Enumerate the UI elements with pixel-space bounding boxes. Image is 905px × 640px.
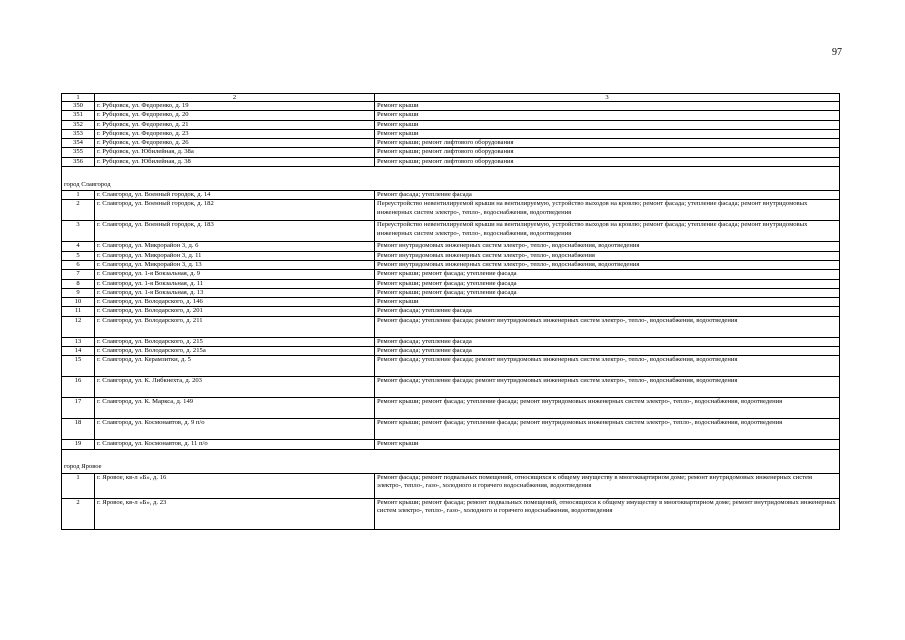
repair-table-body (62, 94, 840, 530)
work-type-cell: Ремонт фасада; утепление фасада (375, 337, 840, 346)
table-row (62, 221, 840, 242)
table-row (62, 102, 840, 111)
city-heading-row (62, 449, 840, 473)
address-cell: г. Славгород, ул. 1-я Вокзальная, д. 13 (95, 288, 375, 297)
address-cell: г. Славгород, ул. Военный городок, д. 14 (95, 191, 375, 200)
work-type-cell: Ремонт внутридомовых инженерных систем электро-, тепло-, водоснабжения (375, 251, 840, 260)
address-cell: г. Рубцовск, ул. Федоренко, д. 23 (95, 129, 375, 138)
table-row (62, 377, 840, 398)
column-number-2: 2 (95, 94, 375, 102)
column-number-3: 3 (375, 94, 840, 102)
work-type-cell: Ремонт крыши; ремонт фасада; утепление фасада; ремонт внутридомовых инженерных систем электро-, тепло-, водоснабжения, водоотведения (375, 419, 840, 440)
row-number-cell: 14 (62, 347, 95, 356)
address-cell: г. Рубцовск, ул. Федоренко, д. 20 (95, 111, 375, 120)
table-row (62, 251, 840, 260)
table-row (62, 473, 840, 498)
row-number-cell: 17 (62, 398, 95, 419)
table-row (62, 191, 840, 200)
address-cell: г. Славгород, ул. Космонавтов, д. 11 п/о (95, 440, 375, 449)
address-cell: г. Славгород, ул. Володарского, д. 211 (95, 316, 375, 337)
table-row (62, 148, 840, 157)
work-type-cell: Ремонт крыши (375, 120, 840, 129)
table-row (62, 398, 840, 419)
row-number-cell: 353 (62, 129, 95, 138)
work-type-cell: Ремонт фасада; утепление фасада; ремонт внутридомовых инженерных систем электро-, тепло-, водоснабжения, водоотведения (375, 377, 840, 398)
work-type-cell: Ремонт крыши; ремонт лифтового оборудования (375, 157, 840, 166)
work-type-cell: Ремонт крыши; ремонт фасада; утепление фасада (375, 288, 840, 297)
address-cell: г. Славгород, ул. 1-я Вокзальная, д. 11 (95, 279, 375, 288)
row-number-cell: 351 (62, 111, 95, 120)
row-number-cell: 6 (62, 260, 95, 269)
address-cell: г. Славгород, ул. Военный городок, д. 183 (95, 221, 375, 242)
address-cell: г. Славгород, ул. Володарского, д. 215а (95, 347, 375, 356)
work-type-cell: Ремонт внутридомовых инженерных систем электро-, тепло-, водоснабжения, водоотведения (375, 242, 840, 251)
address-cell: г. Славгород, ул. Микрорайон 3, д. 11 (95, 251, 375, 260)
address-cell: г. Славгород, ул. Военный городок, д. 182 (95, 200, 375, 221)
address-cell: г. Славгород, ул. Володарского, д. 146 (95, 298, 375, 307)
row-number-cell: 16 (62, 377, 95, 398)
work-type-cell: Ремонт крыши (375, 111, 840, 120)
address-cell: г. Славгород, ул. Володарского, д. 215 (95, 337, 375, 346)
table-row (62, 307, 840, 316)
row-number-cell: 10 (62, 298, 95, 307)
work-type-cell: Ремонт крыши; ремонт фасада; ремонт подвальных помещений, относящихся к общему имуществу в многоквартирном доме; ремонт внутридомовых инженерных систем электро-, тепло-, газо-, холодного и горячего водоснабжения, водоотведения (375, 498, 840, 529)
address-cell: г. Рубцовск, ул. Федоренко, д. 26 (95, 139, 375, 148)
address-cell: г. Яровое, кв-л «Б», д. 16 (95, 473, 375, 498)
table-row (62, 316, 840, 337)
table-row (62, 270, 840, 279)
table-row (62, 139, 840, 148)
work-type-cell: Ремонт крыши; ремонт лифтового оборудования (375, 139, 840, 148)
row-number-cell: 8 (62, 279, 95, 288)
work-type-cell: Ремонт фасада; утепление фасада; ремонт внутридомовых инженерных систем электро-, тепло-, водоснабжения, водоотведения (375, 356, 840, 377)
row-number-cell: 1 (62, 473, 95, 498)
column-number-row (62, 94, 840, 102)
row-number-cell: 356 (62, 157, 95, 166)
row-number-cell: 9 (62, 288, 95, 297)
address-cell: г. Славгород, ул. Володарского, д. 201 (95, 307, 375, 316)
work-type-cell: Ремонт фасада; утепление фасада; ремонт внутридомовых инженерных систем электро-, тепло-, водоснабжения, водоотведения (375, 316, 840, 337)
city-heading-row (62, 167, 840, 191)
repair-table (61, 93, 840, 530)
table-row (62, 356, 840, 377)
work-type-cell: Ремонт фасада; утепление фасада (375, 347, 840, 356)
address-cell: г. Славгород, ул. Керамзитки, д. 5 (95, 356, 375, 377)
address-cell: г. Славгород, ул. 1-я Вокзальная, д. 9 (95, 270, 375, 279)
table-row (62, 288, 840, 297)
table-row (62, 120, 840, 129)
city-heading: город Славгород (62, 167, 840, 191)
row-number-cell: 3 (62, 221, 95, 242)
page-number: 97 (832, 47, 842, 58)
table-row (62, 298, 840, 307)
work-type-cell: Переустройство невентилируемой крыши на вентилируемую, устройство выходов на кровлю; ремонт фасада; утепление фасада; ремонт внутридомовых инженерных систем электро-, тепло-, водоснабжения, водоотведения (375, 200, 840, 221)
table-row (62, 200, 840, 221)
table-row (62, 440, 840, 449)
address-cell: г. Славгород, ул. Космонавтов, д. 9 п/о (95, 419, 375, 440)
work-type-cell: Ремонт фасада; утепление фасада (375, 191, 840, 200)
address-cell: г. Славгород, ул. Микрорайон 3, д. 13 (95, 260, 375, 269)
table-row (62, 347, 840, 356)
row-number-cell: 11 (62, 307, 95, 316)
work-type-cell: Ремонт крыши (375, 102, 840, 111)
table-row (62, 111, 840, 120)
row-number-cell: 13 (62, 337, 95, 346)
row-number-cell: 12 (62, 316, 95, 337)
row-number-cell: 352 (62, 120, 95, 129)
address-cell: г. Славгород, ул. К. Либкнехта, д. 203 (95, 377, 375, 398)
row-number-cell: 19 (62, 440, 95, 449)
table-row (62, 419, 840, 440)
address-cell: г. Яровое, кв-л «Б», д. 23 (95, 498, 375, 529)
work-type-cell: Ремонт крыши (375, 440, 840, 449)
work-type-cell: Ремонт крыши; ремонт фасада; утепление фасада (375, 279, 840, 288)
address-cell: г. Рубцовск, ул. Федоренко, д. 21 (95, 120, 375, 129)
address-cell: г. Славгород, ул. К. Маркса, д. 149 (95, 398, 375, 419)
work-type-cell: Ремонт крыши (375, 129, 840, 138)
row-number-cell: 4 (62, 242, 95, 251)
row-number-cell: 7 (62, 270, 95, 279)
table-row (62, 498, 840, 529)
table-row (62, 157, 840, 166)
work-type-cell: Переустройство невентилируемой крыши на вентилируемую, устройство выходов на кровлю; ремонт фасада; утепление фасада; ремонт внутридомовых инженерных систем электро-, тепло-, водоснабжения, водоотведения (375, 221, 840, 242)
row-number-cell: 1 (62, 191, 95, 200)
row-number-cell: 350 (62, 102, 95, 111)
city-heading: город Яровое (62, 449, 840, 473)
row-number-cell: 355 (62, 148, 95, 157)
column-number-1: 1 (62, 94, 95, 102)
work-type-cell: Ремонт крыши (375, 298, 840, 307)
work-type-cell: Ремонт фасада; утепление фасада (375, 307, 840, 316)
table-row (62, 242, 840, 251)
table-row (62, 337, 840, 346)
work-type-cell: Ремонт крыши; ремонт фасада; утепление фасада; ремонт внутридомовых инженерных систем электро-, тепло-, водоснабжения, водоотведения (375, 398, 840, 419)
row-number-cell: 2 (62, 200, 95, 221)
row-number-cell: 354 (62, 139, 95, 148)
work-type-cell: Ремонт крыши; ремонт фасада; утепление фасада (375, 270, 840, 279)
table-row (62, 279, 840, 288)
address-cell: г. Рубцовск, ул. Федоренко, д. 19 (95, 102, 375, 111)
table-row (62, 260, 840, 269)
address-cell: г. Рубцовск, ул. Юбилейная, д. 38а (95, 148, 375, 157)
work-type-cell: Ремонт внутридомовых инженерных систем электро-, тепло-, водоснабжения, водоотведения (375, 260, 840, 269)
row-number-cell: 5 (62, 251, 95, 260)
address-cell: г. Славгород, ул. Микрорайон 3, д. 6 (95, 242, 375, 251)
table-row (62, 129, 840, 138)
row-number-cell: 2 (62, 498, 95, 529)
address-cell: г. Рубцовск, ул. Юбилейная, д. 38 (95, 157, 375, 166)
work-type-cell: Ремонт фасада; ремонт подвальных помещений, относящихся к общему имуществу в многоквартирном доме; ремонт внутридомовых инженерных систем электро-, тепло-, газо-, холодного и горячего водоснабжения, водоотведения (375, 473, 840, 498)
row-number-cell: 15 (62, 356, 95, 377)
work-type-cell: Ремонт крыши; ремонт лифтового оборудования (375, 148, 840, 157)
row-number-cell: 18 (62, 419, 95, 440)
